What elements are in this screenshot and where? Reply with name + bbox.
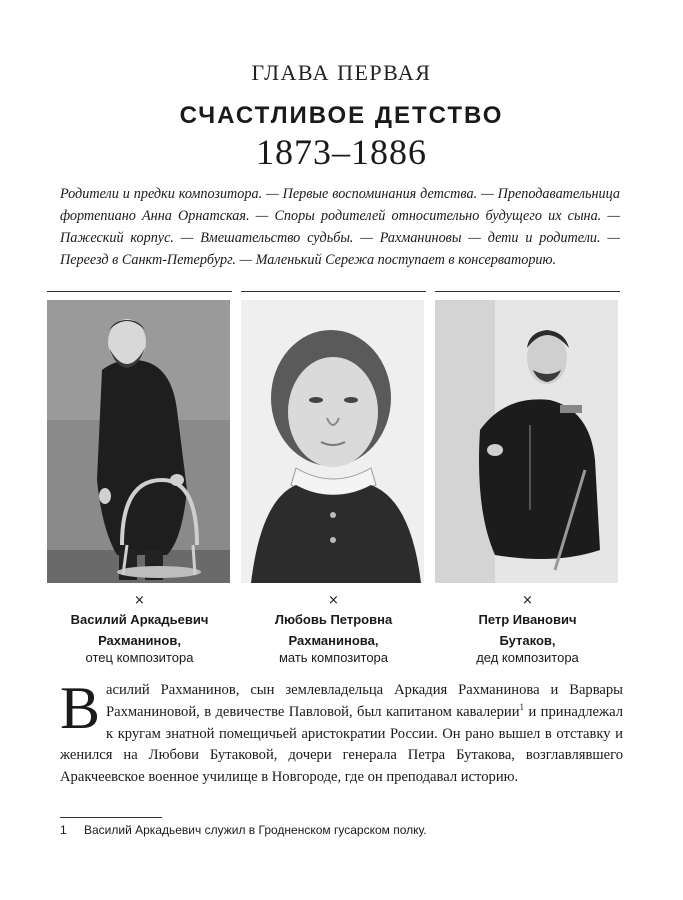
portrait-photo-grandfather <box>435 300 618 583</box>
footnote-text: Василий Аркадьевич служил в Гродненском гусарском полку. <box>84 823 427 837</box>
portrait-photo-father <box>47 300 230 583</box>
drop-cap: В <box>60 675 101 741</box>
body-text-part2: и принадлежал к кругам знатной помещичьей аристократии России. Он рано вышел в отставку и женился на Любови Бутаковой, дочери генерала Петра Бутакова, возглавлявшего Аракчеевское военное училище в Новгороде, где он преподавал историю. <box>60 703 624 786</box>
ornament-marker: × <box>328 593 339 608</box>
body-paragraph <box>60 675 624 789</box>
caption-name-line1: Петр Иванович <box>478 612 577 627</box>
divider <box>435 291 620 292</box>
caption-name-line1: Любовь Петровна <box>274 612 393 627</box>
caption-name-line2: Бутаков, <box>499 633 556 648</box>
caption-name-line2: Рахманинова, <box>288 633 379 648</box>
footnote-number: 1 <box>60 823 67 837</box>
photo-column-father <box>47 291 232 666</box>
divider <box>241 291 426 292</box>
footnote-divider <box>60 817 162 818</box>
photo-column-mother <box>241 291 426 666</box>
chapter-label: ГЛАВА ПЕРВАЯ <box>251 60 432 85</box>
chapter-summary: Родители и предки композитора. — Первые воспоминания детства. — Преподавательница фортепиано Анна Орнатская. — Споры родителей относительно будущего их сына. — Пажеский корпус. — Вмешательство судьбы. — Рахманиновы — дети и родители. — Переезд в Санкт-Петербург. — Маленький Сережа поступает в консерваторию. <box>60 186 620 268</box>
caption-role: дед композитора <box>476 650 579 665</box>
caption-name-line2: Рахманинов, <box>98 633 181 648</box>
caption-role: отец композитора <box>85 650 194 665</box>
divider <box>47 291 232 292</box>
photo-column-grandfather <box>435 291 620 666</box>
ornament-marker: × <box>522 593 533 608</box>
ornament-marker: × <box>134 593 145 608</box>
caption-role: мать композитора <box>278 650 389 665</box>
footnote-reference[interactable]: 1 <box>519 701 525 712</box>
caption-name-line1: Василий Аркадьевич <box>70 612 209 627</box>
chapter-title: СЧАСТЛИВОЕ ДЕТСТВО <box>179 102 504 129</box>
portrait-photo-mother <box>241 300 424 583</box>
chapter-years: 1873–1886 <box>256 132 427 172</box>
body-text-part1: асилий Рахманинов, сын землевладельца Аркадия Рахманинова и Варвары Рахманиновой, в девичестве Павловой, был капитаном кавалерии <box>106 682 623 720</box>
footnote <box>60 823 623 837</box>
